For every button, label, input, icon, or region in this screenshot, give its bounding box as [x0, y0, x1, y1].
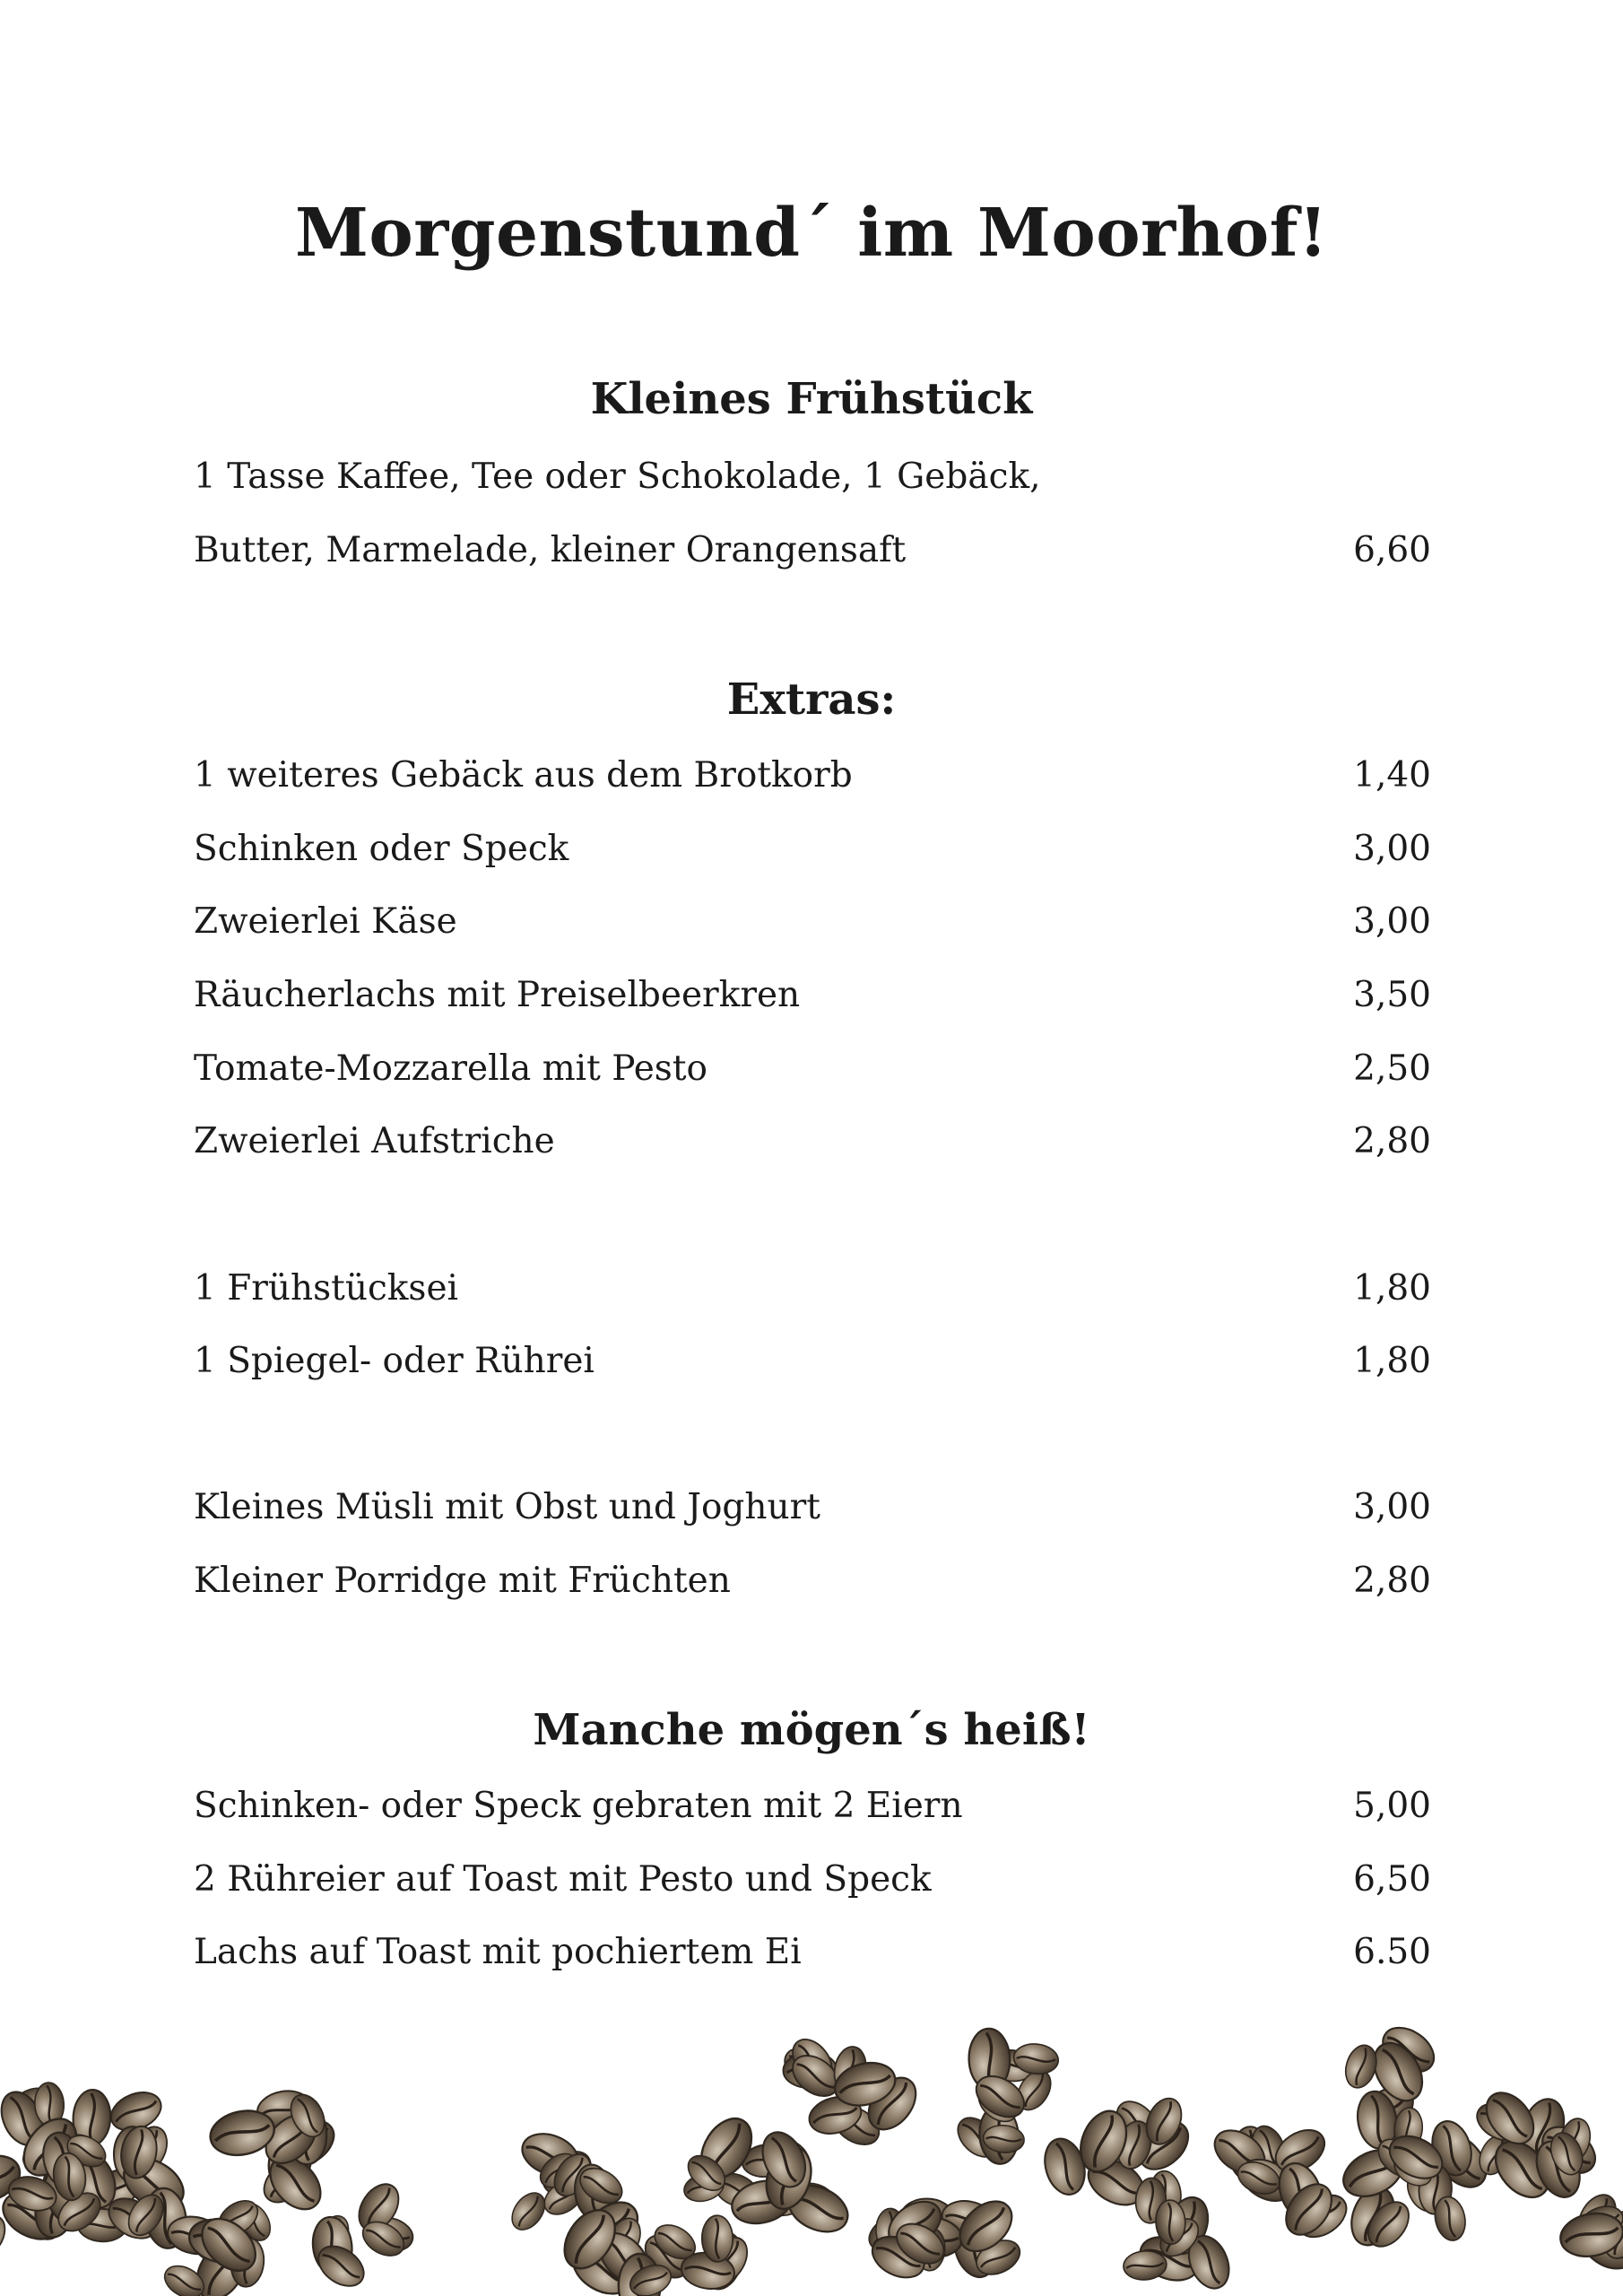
menu-item-desc: Schinken- oder Speck gebraten mit 2 Eiern	[194, 1786, 963, 1826]
menu-item-desc: Kleiner Porridge mit Früchten	[194, 1561, 731, 1601]
menu-item	[194, 749, 1431, 803]
coffee-bean-icon	[506, 2187, 551, 2236]
menu-item	[194, 1115, 1431, 1169]
menu-item-desc: Zweierlei Käse	[194, 901, 457, 942]
menu-line	[194, 450, 1431, 504]
menu-item-desc: 1 Spiegel- oder Rührei	[194, 1341, 595, 1381]
menu-item-desc: Kleines Müsli mit Obst und Joghurt	[194, 1487, 820, 1527]
menu-item-desc: 2 Rühreier auf Toast mit Pesto und Speck	[194, 1859, 932, 1900]
menu-item-price: 6.50	[1353, 1932, 1431, 1972]
menu-item-price: 1,40	[1353, 755, 1431, 796]
menu-item	[194, 1779, 1431, 1833]
menu-item	[194, 1926, 1431, 1979]
menu-item-price: 5,00	[1353, 1786, 1431, 1826]
coffee-bean-icon	[1341, 2041, 1381, 2092]
menu-item-price: 6,50	[1353, 1859, 1431, 1900]
menu-item-price: 3,00	[1353, 829, 1431, 869]
menu-item-price: 3,00	[1353, 1487, 1431, 1527]
menu-item	[194, 1481, 1431, 1535]
menu-item-desc: 1 Frühstücksei	[194, 1268, 458, 1309]
menu-item-desc: Tomate-Mozzarella mit Pesto	[194, 1048, 707, 1089]
menu-item-desc: 1 Tasse Kaffee, Tee oder Schokolade, 1 Gebäck,	[194, 457, 1041, 497]
menu-line	[194, 524, 1431, 578]
menu-item-desc: 1 weiteres Gebäck aus dem Brotkorb	[194, 755, 853, 796]
menu-item	[194, 822, 1431, 876]
menu-item-price: 2,80	[1353, 1561, 1431, 1601]
menu-item-price: 1,80	[1353, 1341, 1431, 1381]
heading-extras: Extras:	[726, 674, 897, 725]
coffee-bean-icon	[701, 2215, 733, 2262]
menu-item-price: 1,80	[1353, 1268, 1431, 1309]
menu-item-desc: Butter, Marmelade, kleiner Orangensaft	[194, 530, 907, 570]
menu-item	[194, 895, 1431, 949]
menu-item-price: 3,50	[1353, 975, 1431, 1015]
page-title: Morgenstund´ im Moorhof!	[294, 195, 1329, 272]
menu-item-desc: Räucherlachs mit Preiselbeerkren	[194, 975, 801, 1015]
heading-kleines-fruehstueck: Kleines Frühstück	[590, 374, 1033, 424]
menu-item-price: 6,60	[1353, 530, 1431, 570]
menu-item	[194, 1335, 1431, 1388]
menu-item-desc: Lachs auf Toast mit pochiertem Ei	[194, 1932, 802, 1972]
coffee-beans-icon	[0, 1982, 1623, 2296]
menu-item	[194, 1853, 1431, 1907]
heading-manche-moegens-heiss: Manche mögen´s heiß!	[533, 1705, 1090, 1755]
menu-item	[194, 1262, 1431, 1316]
menu-item	[194, 969, 1431, 1022]
menu-item-price: 3,00	[1353, 901, 1431, 942]
menu-item-price: 2,50	[1353, 1048, 1431, 1089]
menu-item-price: 2,80	[1353, 1121, 1431, 1161]
menu-item	[194, 1042, 1431, 1096]
menu-item-desc: Zweierlei Aufstriche	[194, 1121, 555, 1161]
menu-item-desc: Schinken oder Speck	[194, 829, 569, 869]
menu-item	[194, 1554, 1431, 1608]
